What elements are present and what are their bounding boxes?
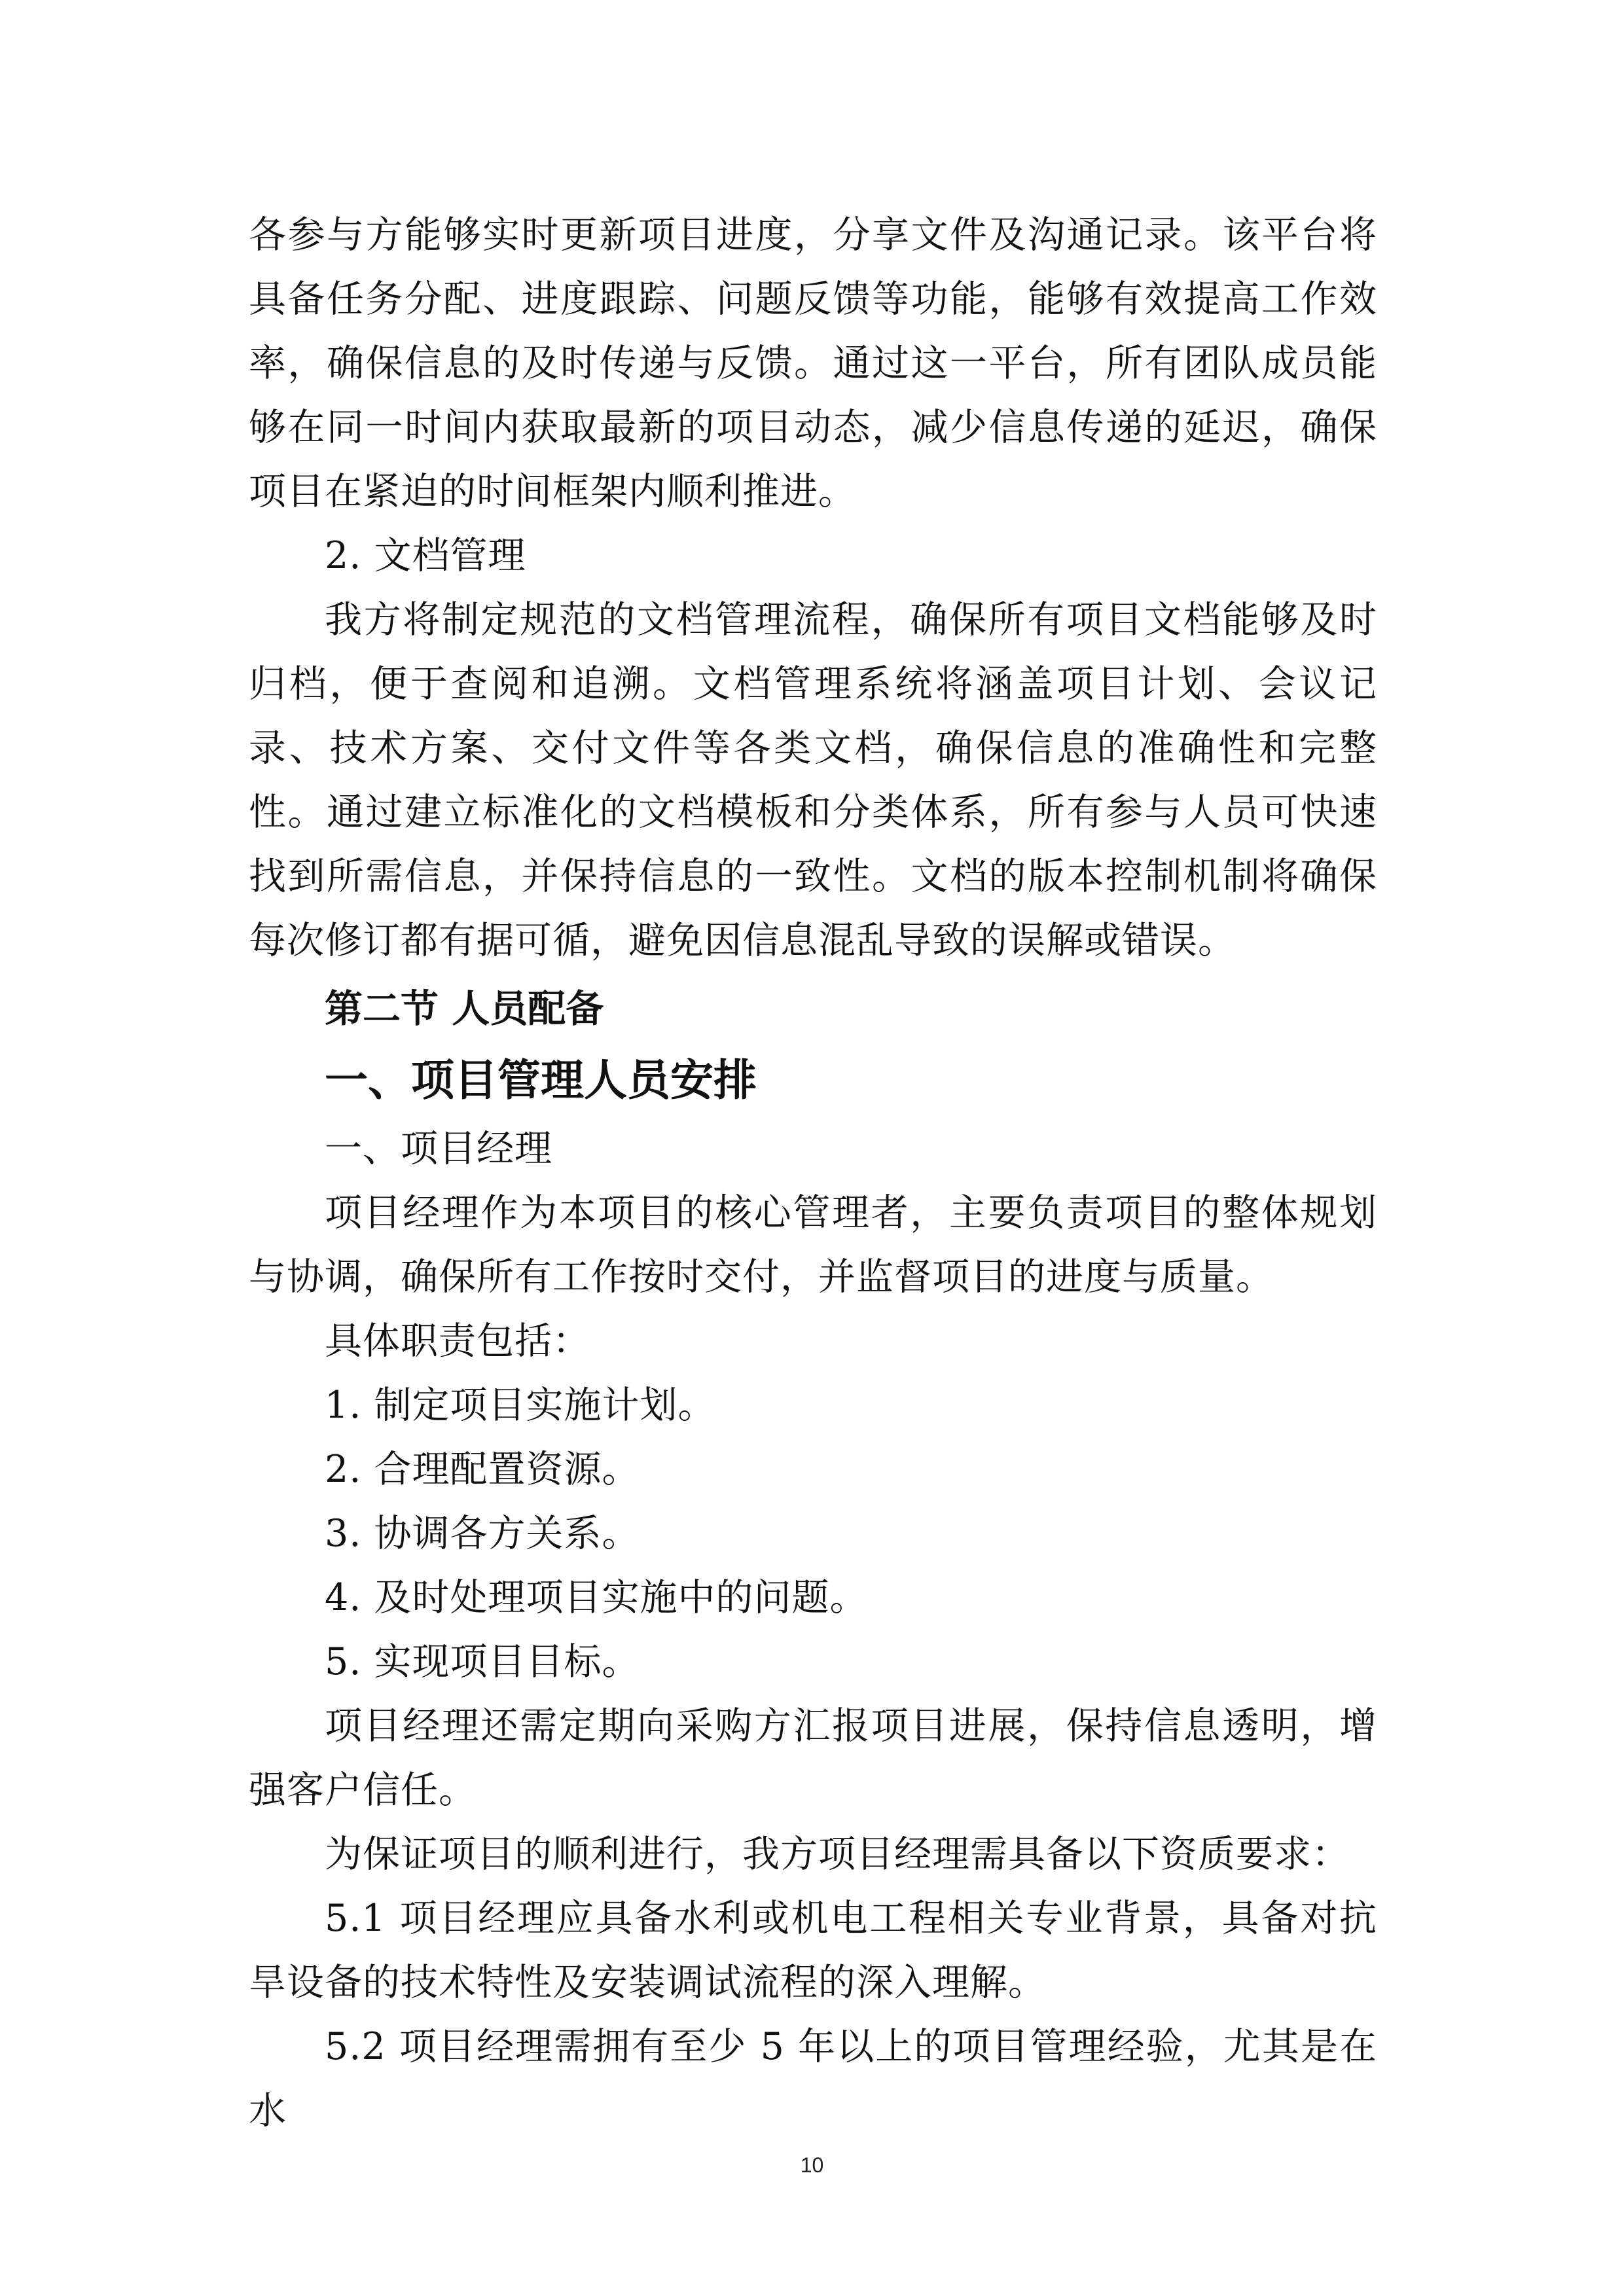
list-item-duty-5: 5. 实现项目目标。 <box>325 1640 640 1683</box>
paragraph-reporting: 项目经理还需定期向采购方汇报项目进展，保持信息透明，增强客户信任。 <box>249 1704 1377 1812</box>
major-heading: 一、项目管理人员安排 <box>325 1055 757 1105</box>
page-number: 10 <box>800 2153 824 2177</box>
list-item-qualification-5-2: 5.2 项目经理需拥有至少 5 年以上的项目管理经验，尤其是在水 <box>249 2025 1377 2132</box>
list-item-duty-3: 3. 协调各方关系。 <box>325 1512 640 1555</box>
list-item-duty-4: 4. 及时处理项目实施中的问题。 <box>325 1576 868 1619</box>
paragraph-duties-intro: 具体职责包括： <box>325 1319 590 1363</box>
section-heading: 第二节 人员配备 <box>325 986 604 1031</box>
item-doc-management: 2. 文档管理 <box>325 534 526 577</box>
subheading-project-manager: 一、项目经理 <box>325 1127 552 1170</box>
paragraph-platform: 各参与方能够实时更新项目进度，分享文件及沟通记录。该平台将具备任务分配、进度跟踪、问题反馈等功能，能够有效提高工作效率，确保信息的及时传递与反馈。通过这一平台，所有团队成员能够在同一时间内获取最新的项目动态，减少信息传递的延迟，确保项目在紧迫的时间框架内顺利推进。 <box>249 213 1377 513</box>
paragraph-qualifications-intro: 为保证项目的顺利进行，我方项目经理需具备以下资质要求： <box>325 1833 1350 1876</box>
list-item-duty-1: 1. 制定项目实施计划。 <box>325 1384 716 1427</box>
list-item-qualification-5-1: 5.1 项目经理应具备水利或机电工程相关专业背景，具备对抗旱设备的技术特性及安装调试流程的深入理解。 <box>249 1897 1377 2004</box>
document-page <box>249 203 1377 2143</box>
paragraph-pm-role: 项目经理作为本项目的核心管理者，主要负责项目的整体规划与协调，确保所有工作按时交付，并监督项目的进度与质量。 <box>249 1191 1377 1299</box>
list-item-duty-2: 2. 合理配置资源。 <box>325 1448 640 1491</box>
paragraph-doc-management: 我方将制定规范的文档管理流程，确保所有项目文档能够及时归档，便于查阅和追溯。文档管理系统将涵盖项目计划、会议记录、技术方案、交付文件等各类文档，确保信息的准确性和完整性。通过建立标准化的文档模板和分类体系，所有参与人员可快速找到所需信息，并保持信息的一致性。文档的版本控制机制将确保每次修订都有据可循，避免因信息混乱导致的误解或错误。 <box>249 598 1377 962</box>
